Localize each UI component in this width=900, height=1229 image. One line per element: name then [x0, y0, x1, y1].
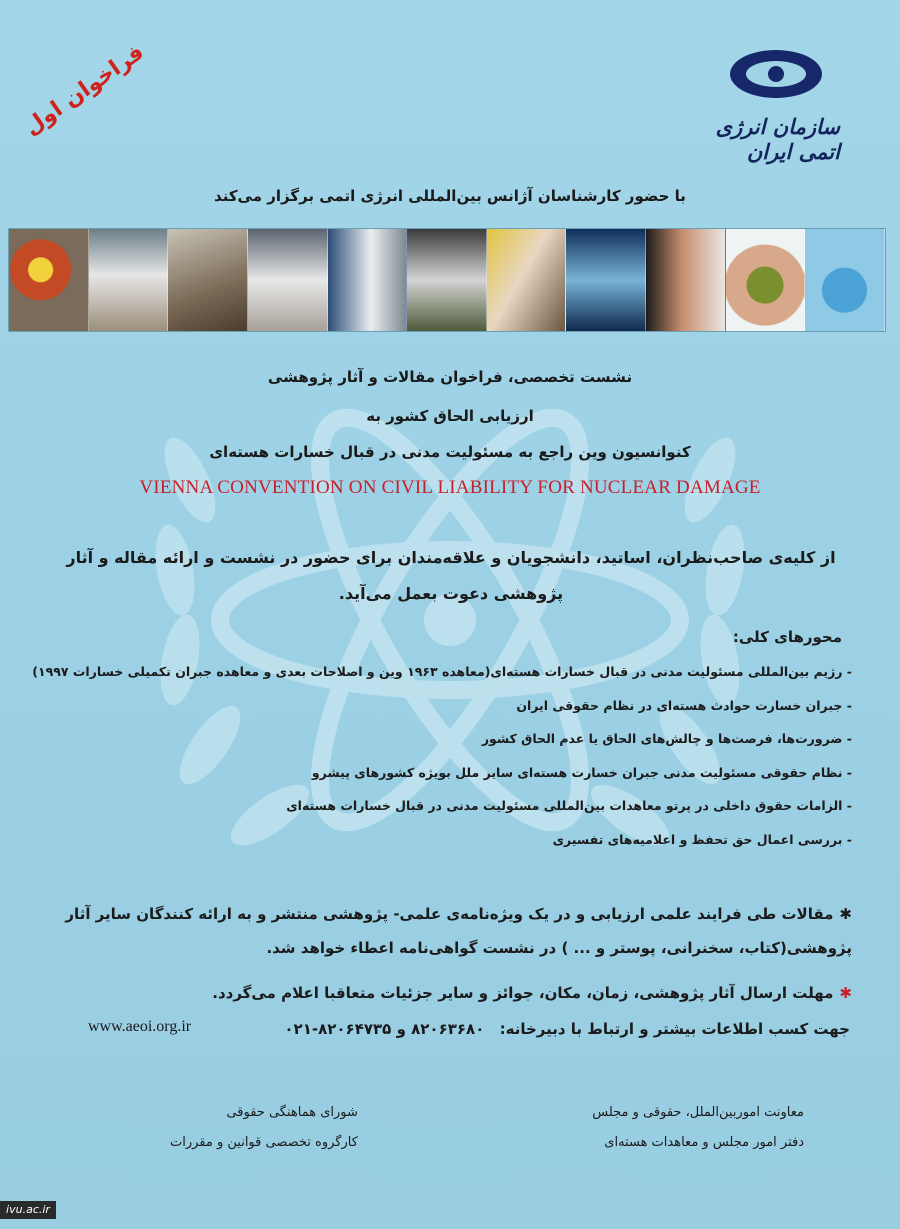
star-icon: ✱ — [839, 984, 852, 1002]
hazmat-team-photo — [328, 229, 408, 331]
earth-globe-photo — [805, 229, 885, 331]
heading-line-3: کنوانسیون وین راجع به مسئولیت مدنی در قبال خسارات هسته‌ای — [209, 443, 691, 461]
list-item: - جبران خسارت حوادث هسته‌ای در نظام حقوقی ایران — [516, 697, 852, 713]
note-deadline — [40, 976, 852, 1010]
axes-list — [32, 662, 852, 863]
note-publication-line-1: مقالات طی فرایند علمی ارزیابی و در یک ویژه‌نامه‌ی علمی- پژوهشی منتشر و به ارائه کنندگان سایر آثار — [65, 905, 834, 923]
footer-left-line-1: شورای هماهنگی حقوقی — [226, 1105, 358, 1120]
invitation-text — [60, 540, 842, 612]
aeoi-emblem-icon — [728, 48, 824, 100]
footer-issuer-right — [592, 1098, 804, 1158]
footer-left-line-2: کارگروه تخصصی قوانین و مقررات — [170, 1135, 358, 1150]
wreckage-photo — [168, 229, 248, 331]
handshake-photo — [646, 229, 726, 331]
list-item: - الزامات حقوق داخلی در پرتو معاهدات بین‌المللی مسئولیت مدنی در قبال خسارات هسته‌ای — [286, 798, 852, 813]
list-item: - بررسی اعمال حق تحفظ و اعلامیه‌های تفسیری — [552, 831, 852, 847]
contact-label: جهت کسب اطلاعات بیشتر و ارتباط با دبیرخانه: — [499, 1020, 850, 1038]
footer-right-line-2: دفتر امور مجلس و معاهدات هسته‌ای — [604, 1135, 804, 1150]
hands-holding-plant-photo — [726, 229, 806, 331]
medical-scans-photo — [566, 229, 646, 331]
list-item: - نظام حقوقی مسئولیت مدنی جبران خسارت هسته‌ای سایر ملل بویژه کشورهای پیشرو — [311, 764, 852, 780]
heading-line-1: نشست تخصصی، فراخوان مقالات و آثار پژوهشی — [267, 368, 633, 386]
invitation-line-1: از کلیه‌ی صاحب‌نظران، اساتید، دانشجویان و علاقه‌مندان برای حضور در نشست و ارائه مقاله و آثار — [66, 548, 836, 567]
contact-line — [284, 1020, 850, 1038]
photo-strip — [8, 228, 886, 332]
invitation-line-2: پژوهشی دعوت بعمل می‌آید. — [338, 584, 564, 603]
list-item: - رژیم بین‌المللی مسئولیت مدنی در قبال خسارات هسته‌ای(معاهده ۱۹۶۳ وین و اصلاحات بعدی و معاهده جبران تکمیلی خسارات ۱۹۹۷) — [32, 664, 852, 679]
contact-phones: ۸۲۰۶۳۶۸۰ و ۸۲۰۶۴۷۳۵-۰۲۱ — [284, 1020, 485, 1038]
axes-title: محورهای کلی: — [732, 628, 842, 646]
child-screening-photo — [487, 229, 567, 331]
star-icon: ✱ — [839, 905, 852, 923]
host-line: با حضور کارشناسان آژانس بین‌المللی انرژی اتمی برگزار می‌کند — [214, 187, 686, 205]
list-item: - ضرورت‌ها، فرصت‌ها و چالش‌های الحاق یا عدم الحاق کشور — [481, 731, 852, 746]
website-link[interactable]: www.aeoi.org.ir — [88, 1018, 192, 1035]
protective-masks-photo — [407, 229, 487, 331]
radiation-sign-photo — [9, 229, 89, 331]
english-title: VIENNA CONVENTION ON CIVIL LIABILITY FOR NUCLEAR DAMAGE — [139, 477, 761, 498]
aeoi-logo — [700, 48, 840, 164]
footer-issuer-left — [170, 1098, 358, 1158]
note-publication-line-2: پژوهشی(کتاب، سخنرانی، پوستر و ... ) در نشست گواهی‌نامه اعطاء خواهد شد. — [266, 939, 852, 957]
footer-right-line-1: معاونت اموربین‌الملل، حقوقی و مجلس — [592, 1105, 804, 1120]
organization-name: سازمان انرژی اتمی ایران — [715, 114, 840, 164]
note-deadline-text: مهلت ارسال آثار پژوهشی، زمان، مکان، جوائز و سایر جزئیات متعاقبا اعلام می‌گردد. — [212, 984, 834, 1002]
site-tag: ivu.ac.ir — [0, 1201, 56, 1219]
note-publication — [40, 897, 852, 965]
rescue-workers-photo — [248, 229, 328, 331]
first-call-label: فراخوان اول — [20, 39, 149, 141]
heading-line-2: ارزیابی الحاق کشور به — [366, 407, 534, 425]
protective-suits-photo — [89, 229, 169, 331]
